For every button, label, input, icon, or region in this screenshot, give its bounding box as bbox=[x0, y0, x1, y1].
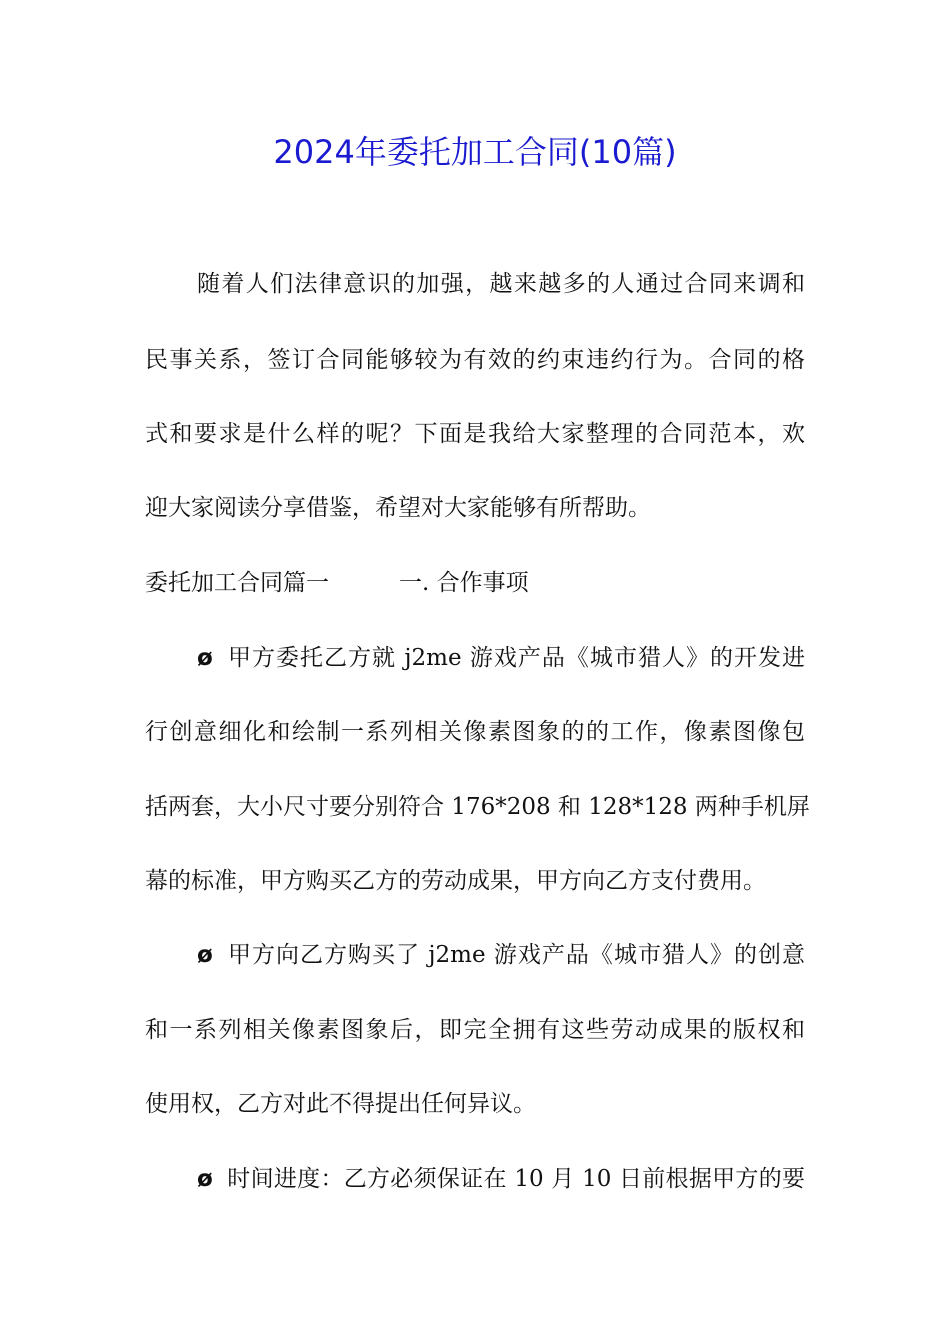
section-heading-line bbox=[145, 563, 529, 603]
bullet-1-text: 甲方委托乙方就 j2me 游戏产品《城市猎人》的开发进 bbox=[227, 645, 805, 671]
intro-line-1: 随着人们法律意识的加强，越来越多的人通过合同来调和 bbox=[197, 271, 805, 297]
section-heading: 委托加工合同篇一 bbox=[145, 570, 329, 596]
bullet-1-line-2: 行创意细化和绘制一系列相关像素图象的的工作，像素图像包 bbox=[145, 719, 805, 745]
intro-line-4: 迎大家阅读分享借鉴，希望对大家能够有所帮助。 bbox=[145, 495, 651, 521]
bullet-2-line-2: 和一系列相关像素图象后，即完全拥有这些劳动成果的版权和 bbox=[145, 1017, 805, 1043]
intro-line-3: 式和要求是什么样的呢？下面是我给大家整理的合同范本，欢 bbox=[145, 421, 805, 447]
intro-line-2: 民事关系，签订合同能够较为有效的约束违约行为。合同的格 bbox=[145, 347, 805, 373]
bullet-2-line-3: 使用权，乙方对此不得提出任何异议。 bbox=[145, 1091, 536, 1117]
bullet-2-first-line bbox=[197, 935, 805, 975]
bullet-icon: ø bbox=[197, 942, 213, 968]
document-title: 2024年委托加工合同(10篇) bbox=[273, 133, 677, 171]
bullet-3-text: 时间进度：乙方必须保证在 10 月 10 日前根据甲方的要 bbox=[227, 1166, 805, 1192]
bullet-3-first-line bbox=[197, 1159, 805, 1199]
bullet-icon: ø bbox=[197, 645, 213, 671]
bullet-1-first-line bbox=[197, 638, 805, 678]
bullet-2-text: 甲方向乙方购买了 j2me 游戏产品《城市猎人》的创意 bbox=[227, 942, 805, 968]
section-item: 一. 合作事项 bbox=[399, 570, 529, 596]
bullet-icon: ø bbox=[197, 1166, 213, 1192]
bullet-1-line-3: 括两套，大小尺寸要分别符合 176*208 和 128*128 两种手机屏 bbox=[145, 794, 810, 820]
bullet-1-line-4: 幕的标准，甲方购买乙方的劳动成果，甲方向乙方支付费用。 bbox=[145, 868, 766, 894]
